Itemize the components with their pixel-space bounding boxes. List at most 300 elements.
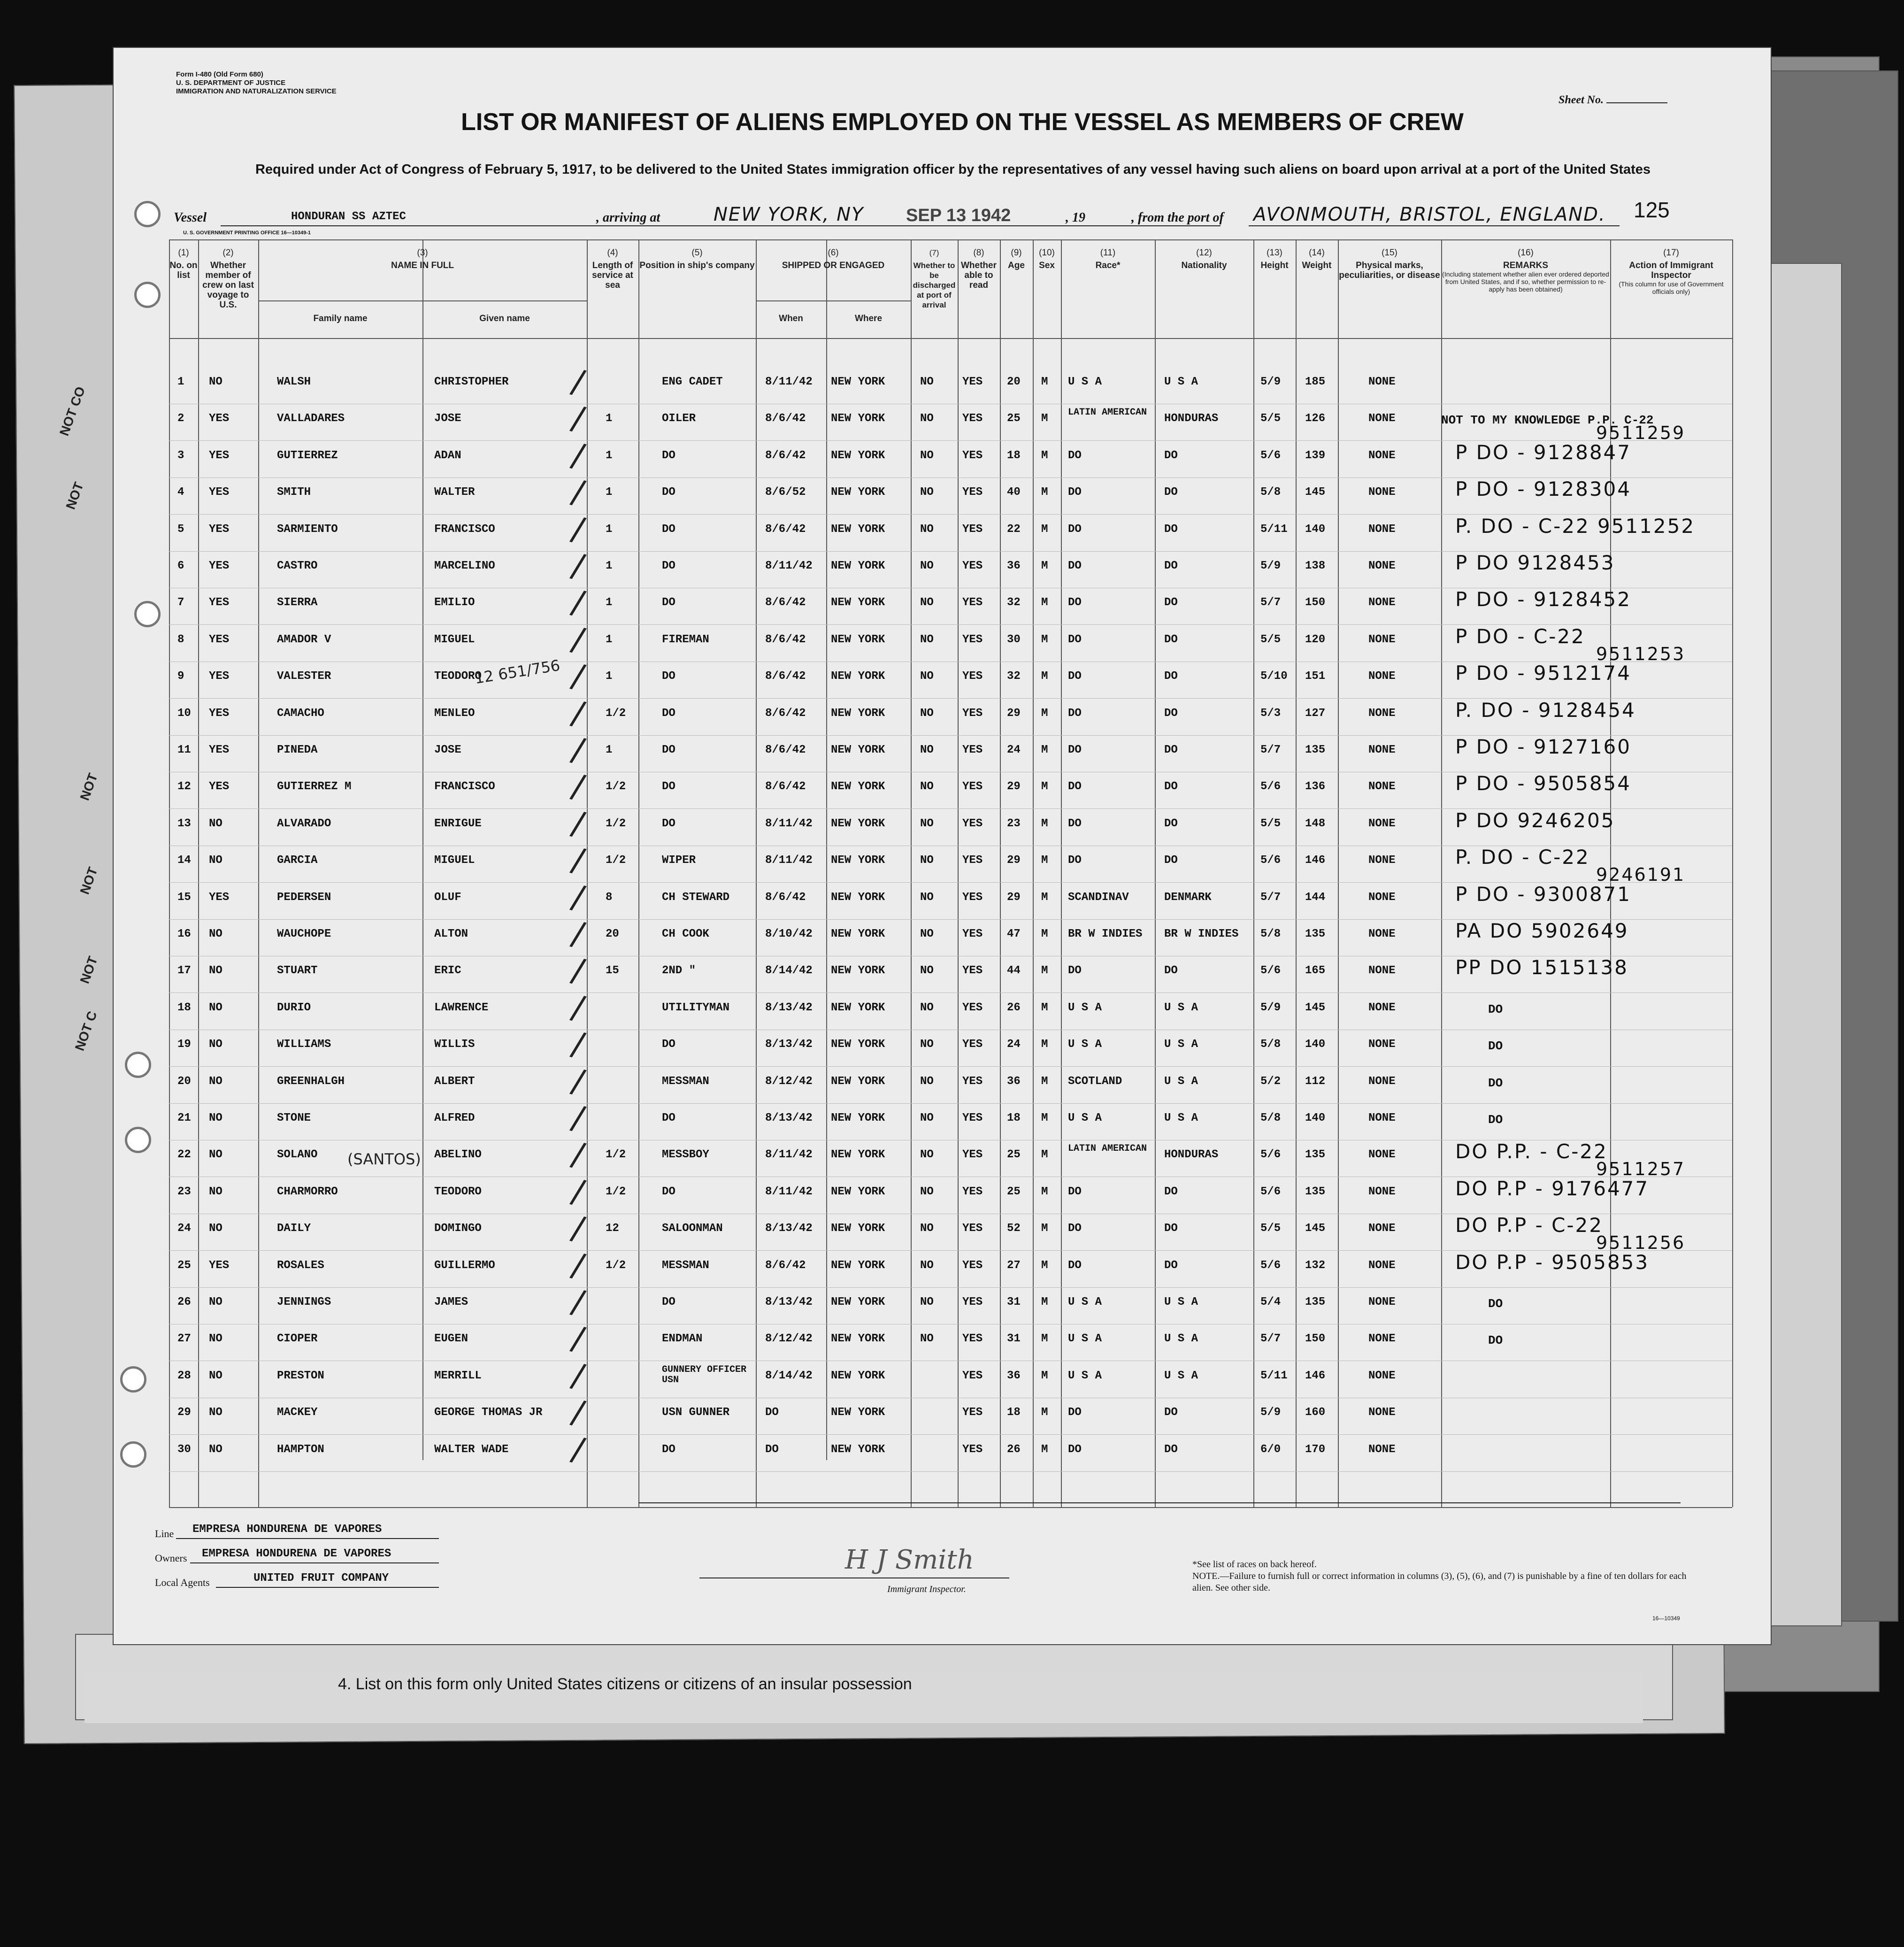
cell-age: 20 bbox=[1007, 376, 1021, 388]
cell-row-number: 14 bbox=[177, 854, 191, 867]
cell-row-number: 24 bbox=[177, 1222, 191, 1235]
side-note: NOT bbox=[77, 771, 100, 802]
cell-nationality: DO bbox=[1164, 780, 1178, 793]
line-value: EMPRESA HONDURENA DE VAPORES bbox=[192, 1523, 382, 1536]
cell-age: 18 bbox=[1007, 449, 1021, 462]
header-sex: (10) Sex bbox=[1039, 248, 1055, 270]
table-row bbox=[169, 435, 1732, 481]
cell-race: DO bbox=[1068, 449, 1082, 462]
cell-discharged: NO bbox=[920, 854, 934, 867]
table-row bbox=[169, 730, 1732, 776]
cell-service-length: 15 bbox=[606, 964, 619, 977]
cell-family-name: GREENHALGH bbox=[277, 1075, 345, 1088]
cell-race: DO bbox=[1068, 1259, 1082, 1272]
cell-weight: 138 bbox=[1305, 560, 1326, 572]
cell-nationality: DO bbox=[1164, 1406, 1178, 1419]
cell-position: DO bbox=[662, 449, 676, 462]
cell-sex: M bbox=[1041, 1296, 1048, 1308]
cell-family-name: MACKEY bbox=[277, 1406, 318, 1419]
cell-row-number: 10 bbox=[177, 707, 191, 720]
cell-able-to-read: YES bbox=[962, 1222, 983, 1235]
cell-age: 29 bbox=[1007, 780, 1021, 793]
check-mark-icon: ∕ bbox=[568, 619, 589, 660]
line-label: Line bbox=[155, 1528, 174, 1539]
table-row bbox=[169, 1171, 1732, 1217]
cell-weight: 145 bbox=[1305, 1001, 1326, 1014]
cell-remarks: P DO - 9505854 bbox=[1455, 772, 1631, 795]
cell-position: DO bbox=[662, 780, 676, 793]
punch-hole bbox=[125, 1127, 151, 1153]
check-mark-icon: ∕ bbox=[568, 1098, 589, 1138]
cell-shipped-when: 8/6/42 bbox=[765, 523, 806, 536]
inspector-signature: H J Smith bbox=[845, 1545, 974, 1575]
cell-row-number: 30 bbox=[177, 1443, 191, 1456]
cell-age: 36 bbox=[1007, 560, 1021, 572]
cell-remarks: P. DO - 9128454 bbox=[1455, 698, 1636, 722]
cell-able-to-read: YES bbox=[962, 744, 983, 756]
cell-discharged: NO bbox=[920, 964, 934, 977]
cell-remarks-number: 9511253 bbox=[1596, 643, 1686, 664]
cell-shipped-where: NEW YORK bbox=[831, 1185, 885, 1198]
check-mark-icon: ∕ bbox=[568, 546, 589, 586]
table-row bbox=[169, 840, 1732, 886]
cell-sex: M bbox=[1041, 376, 1048, 388]
cell-weight: 132 bbox=[1305, 1259, 1326, 1272]
cell-remarks-number: 9511257 bbox=[1596, 1159, 1686, 1180]
table-row bbox=[169, 398, 1732, 444]
cell-remarks: DO P.P - C-22 bbox=[1455, 1214, 1603, 1237]
owners-value: EMPRESA HONDURENA DE VAPORES bbox=[202, 1547, 392, 1560]
cell-race: DO bbox=[1068, 1185, 1082, 1198]
agents-value: UNITED FRUIT COMPANY bbox=[253, 1572, 389, 1585]
cell-shipped-when: 8/13/42 bbox=[765, 1222, 813, 1235]
header-family-name: Family name bbox=[313, 314, 368, 323]
cell-sex: M bbox=[1041, 1259, 1048, 1272]
cell-physical-marks: NONE bbox=[1368, 817, 1396, 830]
table-row bbox=[169, 619, 1732, 665]
cell-able-to-read: YES bbox=[962, 1332, 983, 1346]
cell-prev-voyage: NO bbox=[209, 1222, 223, 1235]
cell-given-name: ERIC bbox=[434, 964, 461, 977]
vessel-underline bbox=[221, 225, 765, 226]
punch-hole bbox=[120, 1441, 146, 1468]
cell-given-name: CHRISTOPHER bbox=[434, 376, 509, 388]
check-mark-icon: ∕ bbox=[568, 1282, 589, 1322]
cell-age: 26 bbox=[1007, 1001, 1021, 1014]
table-row bbox=[169, 1208, 1732, 1254]
cell-discharged: NO bbox=[920, 1001, 934, 1014]
cell-row-number: 1 bbox=[177, 376, 184, 388]
cell-race: DO bbox=[1068, 707, 1082, 720]
check-mark-icon: ∕ bbox=[568, 950, 589, 991]
cell-physical-marks: NONE bbox=[1368, 891, 1396, 904]
cell-height: 5/7 bbox=[1260, 596, 1281, 609]
cell-race: DO bbox=[1068, 596, 1082, 609]
cell-given-name: WALTER bbox=[434, 486, 475, 499]
cell-service-length: 1 bbox=[606, 449, 613, 462]
cell-row-number: 19 bbox=[177, 1038, 191, 1051]
cell-shipped-where: NEW YORK bbox=[831, 707, 885, 720]
cell-given-name: FRANCISCO bbox=[434, 780, 495, 793]
header-where: Where bbox=[854, 314, 883, 323]
from-label: , from the port of bbox=[1131, 210, 1224, 225]
cell-position: MESSBOY bbox=[662, 1148, 709, 1162]
punch-hole bbox=[134, 201, 161, 227]
cell-shipped-where: NEW YORK bbox=[831, 670, 885, 683]
cell-remarks: P DO - 9128304 bbox=[1455, 477, 1631, 501]
table-row bbox=[169, 914, 1732, 960]
cell-shipped-where: NEW YORK bbox=[831, 891, 885, 904]
arriving-label: , arriving at bbox=[596, 210, 660, 225]
cell-row-number: 29 bbox=[177, 1406, 191, 1419]
form-title: LIST OR MANIFEST OF ALIENS EMPLOYED ON THE VESSEL AS MEMBERS OF CREW bbox=[461, 108, 1464, 136]
cell-given-name: MERRILL bbox=[434, 1369, 482, 1382]
cell-able-to-read: YES bbox=[962, 1038, 983, 1051]
cell-remarks: P DO - 9512174 bbox=[1455, 662, 1631, 685]
cell-height: 5/9 bbox=[1260, 376, 1281, 388]
cell-remarks: P. DO - C-22 9511252 bbox=[1455, 514, 1696, 538]
handwritten-note: 12 651/756 bbox=[473, 656, 561, 688]
cell-race: DO bbox=[1068, 633, 1082, 646]
cell-given-name: LAWRENCE bbox=[434, 1001, 489, 1014]
cell-remarks: P DO - 9127160 bbox=[1455, 735, 1631, 758]
cell-nationality: DO bbox=[1164, 449, 1178, 462]
cell-prev-voyage: NO bbox=[209, 928, 223, 940]
cell-height: 5/7 bbox=[1260, 744, 1281, 756]
cell-shipped-when: 8/12/42 bbox=[765, 1332, 813, 1346]
row-rule bbox=[169, 1434, 1732, 1435]
cell-height: 5/6 bbox=[1260, 449, 1281, 462]
cell-height: 5/8 bbox=[1260, 1112, 1281, 1124]
cell-service-length: 20 bbox=[606, 928, 619, 940]
cell-shipped-where: NEW YORK bbox=[831, 1406, 885, 1419]
cell-discharged: NO bbox=[920, 523, 934, 536]
header-position: (5) Position in ship's company bbox=[639, 248, 755, 270]
cell-age: 24 bbox=[1007, 1038, 1021, 1051]
cell-given-name: ALFRED bbox=[434, 1112, 475, 1124]
cell-nationality: U S A bbox=[1164, 1369, 1198, 1382]
cell-remarks: DO bbox=[1488, 1113, 1503, 1127]
cell-weight: 127 bbox=[1305, 707, 1326, 720]
cell-prev-voyage: YES bbox=[209, 744, 230, 756]
cell-position: DO bbox=[662, 1038, 676, 1051]
cell-sex: M bbox=[1041, 707, 1048, 720]
cell-position: CH COOK bbox=[662, 928, 709, 940]
cell-physical-marks: NONE bbox=[1368, 1148, 1396, 1162]
cell-row-number: 18 bbox=[177, 1001, 191, 1014]
cell-nationality: DO bbox=[1164, 817, 1178, 830]
cell-family-name: AMADOR V bbox=[277, 633, 331, 646]
line-underline bbox=[176, 1538, 439, 1539]
cell-service-length: 1 bbox=[606, 412, 613, 425]
cell-height: 5/2 bbox=[1260, 1075, 1281, 1088]
cell-height: 5/4 bbox=[1260, 1296, 1281, 1308]
cell-weight: 148 bbox=[1305, 817, 1326, 830]
cell-height: 5/5 bbox=[1260, 633, 1281, 646]
cell-able-to-read: YES bbox=[962, 376, 983, 388]
form-number: Form I-480 (Old Form 680) bbox=[176, 70, 263, 78]
cell-discharged: NO bbox=[920, 670, 934, 683]
cell-weight: 135 bbox=[1305, 1296, 1326, 1308]
cell-sex: M bbox=[1041, 744, 1048, 756]
cell-nationality: DO bbox=[1164, 486, 1178, 499]
date-stamp: SEP 13 1942 bbox=[906, 206, 1011, 225]
check-mark-icon: ∕ bbox=[568, 1208, 589, 1248]
punch-hole bbox=[120, 1366, 146, 1393]
cell-sex: M bbox=[1041, 1038, 1048, 1051]
cell-position: MESSMAN bbox=[662, 1259, 709, 1272]
cell-service-length: 1/2 bbox=[606, 1185, 626, 1198]
check-mark-icon: ∕ bbox=[568, 987, 589, 1028]
table-row bbox=[169, 1098, 1732, 1144]
cell-discharged: NO bbox=[920, 1222, 934, 1235]
table-row bbox=[169, 1392, 1732, 1438]
cell-nationality: DO bbox=[1164, 523, 1178, 536]
cell-shipped-where: NEW YORK bbox=[831, 1112, 885, 1124]
cell-position: DO bbox=[662, 1185, 676, 1198]
cell-physical-marks: NONE bbox=[1368, 964, 1396, 977]
race-footnote: *See list of races on back hereof. bbox=[1192, 1559, 1317, 1570]
handwritten-note: (SANTOS) bbox=[347, 1150, 421, 1168]
cell-able-to-read: YES bbox=[962, 1112, 983, 1124]
cell-remarks: P DO 9246205 bbox=[1455, 808, 1615, 832]
cell-able-to-read: YES bbox=[962, 1148, 983, 1162]
cell-nationality: DO bbox=[1164, 1222, 1178, 1235]
cell-family-name: CIOPER bbox=[277, 1332, 318, 1346]
cell-shipped-when: 8/11/42 bbox=[765, 376, 813, 388]
cell-nationality: U S A bbox=[1164, 1296, 1198, 1308]
cell-sex: M bbox=[1041, 412, 1048, 425]
cell-prev-voyage: NO bbox=[209, 1185, 223, 1198]
cell-shipped-when: 8/14/42 bbox=[765, 964, 813, 977]
form-subtitle: Required under Act of Congress of February 5, 1917, to be delivered to the United States immigration officer by the representatives of any vessel having such aliens on board upon arrival at a port of the United States bbox=[255, 162, 1651, 177]
header-discharged: (7) Whether to be discharged at port of arrival bbox=[913, 248, 956, 309]
cell-race: SCANDINAV bbox=[1068, 891, 1129, 904]
department-name: U. S. DEPARTMENT OF JUSTICE bbox=[176, 79, 286, 87]
cell-shipped-when: 8/14/42 bbox=[765, 1369, 813, 1382]
cell-row-number: 6 bbox=[177, 560, 184, 572]
inspector-label: Immigrant Inspector. bbox=[887, 1584, 966, 1594]
cell-able-to-read: YES bbox=[962, 780, 983, 793]
side-note: NOT C bbox=[72, 1009, 100, 1053]
cell-able-to-read: YES bbox=[962, 891, 983, 904]
cell-family-name: DURIO bbox=[277, 1001, 311, 1014]
cell-sex: M bbox=[1041, 928, 1048, 940]
cell-discharged: NO bbox=[920, 596, 934, 609]
cell-nationality: U S A bbox=[1164, 1332, 1198, 1346]
agents-underline bbox=[216, 1587, 439, 1588]
row-rule bbox=[169, 1471, 1732, 1472]
cell-sex: M bbox=[1041, 633, 1048, 646]
cell-race: DO bbox=[1068, 964, 1082, 977]
header-read: (8) Whether able to read bbox=[961, 248, 997, 290]
cell-physical-marks: NONE bbox=[1368, 1332, 1396, 1346]
cell-height: 5/3 bbox=[1260, 707, 1281, 720]
cell-able-to-read: YES bbox=[962, 1406, 983, 1419]
table-row bbox=[169, 1061, 1732, 1107]
cell-race: BR W INDIES bbox=[1068, 928, 1143, 940]
cell-race: U S A bbox=[1068, 1038, 1102, 1051]
cell-row-number: 25 bbox=[177, 1259, 191, 1272]
cell-nationality: BR W INDIES bbox=[1164, 928, 1239, 940]
cell-shipped-where: NEW YORK bbox=[831, 1369, 885, 1382]
cell-sex: M bbox=[1041, 560, 1048, 572]
cell-weight: 140 bbox=[1305, 1038, 1326, 1051]
cell-discharged: NO bbox=[920, 817, 934, 830]
cell-shipped-when: 8/6/42 bbox=[765, 449, 806, 462]
cell-service-length: 1 bbox=[606, 523, 613, 536]
check-mark-icon: ∕ bbox=[568, 656, 589, 696]
cell-discharged: NO bbox=[920, 891, 934, 904]
cell-able-to-read: YES bbox=[962, 1296, 983, 1308]
cell-able-to-read: YES bbox=[962, 817, 983, 830]
cell-sex: M bbox=[1041, 670, 1048, 683]
table-row bbox=[169, 693, 1732, 739]
cell-weight: 144 bbox=[1305, 891, 1326, 904]
cell-physical-marks: NONE bbox=[1368, 1406, 1396, 1419]
cell-remarks: DO P.P - 9505853 bbox=[1455, 1250, 1650, 1274]
table-row bbox=[169, 766, 1732, 812]
cell-row-number: 9 bbox=[177, 670, 184, 683]
cell-age: 32 bbox=[1007, 670, 1021, 683]
cell-position: DO bbox=[662, 1443, 676, 1456]
cell-remarks: P DO - 9128847 bbox=[1455, 440, 1631, 464]
cell-age: 27 bbox=[1007, 1259, 1021, 1272]
cell-physical-marks: NONE bbox=[1368, 1296, 1396, 1308]
cell-physical-marks: NONE bbox=[1368, 928, 1396, 940]
cell-able-to-read: YES bbox=[962, 670, 983, 683]
cell-prev-voyage: YES bbox=[209, 780, 230, 793]
cell-able-to-read: YES bbox=[962, 596, 983, 609]
cell-able-to-read: YES bbox=[962, 1185, 983, 1198]
cell-given-name: ALBERT bbox=[434, 1075, 475, 1088]
cell-age: 40 bbox=[1007, 486, 1021, 499]
header-given-name: Given name bbox=[479, 314, 530, 323]
sheet-number bbox=[1559, 94, 1667, 107]
cell-prev-voyage: YES bbox=[209, 449, 230, 462]
side-note: NOT CO bbox=[56, 385, 88, 438]
cell-sex: M bbox=[1041, 486, 1048, 499]
cell-family-name: VALESTER bbox=[277, 670, 331, 683]
service-name: IMMIGRATION AND NATURALIZATION SERVICE bbox=[176, 87, 337, 95]
cell-physical-marks: NONE bbox=[1368, 1222, 1396, 1235]
cell-family-name: CHARMORRO bbox=[277, 1185, 338, 1198]
cell-shipped-when: 8/6/42 bbox=[765, 744, 806, 756]
cell-race: U S A bbox=[1068, 1369, 1102, 1382]
cell-family-name: DAILY bbox=[277, 1222, 311, 1235]
header-nationality: (12) Nationality bbox=[1181, 248, 1227, 270]
cell-shipped-when: 8/6/42 bbox=[765, 596, 806, 609]
cell-physical-marks: NONE bbox=[1368, 854, 1396, 867]
check-mark-icon: ∕ bbox=[568, 877, 589, 917]
cell-nationality: U S A bbox=[1164, 1001, 1198, 1014]
cell-physical-marks: NONE bbox=[1368, 596, 1396, 609]
cell-prev-voyage: NO bbox=[209, 1075, 223, 1088]
under-sheet-text: 4. List on this form only United States citizens or citizens of an insular possession bbox=[84, 1671, 1643, 1723]
cell-prev-voyage: NO bbox=[209, 1296, 223, 1308]
cell-race: DO bbox=[1068, 523, 1082, 536]
cell-height: 5/6 bbox=[1260, 780, 1281, 793]
cell-weight: 170 bbox=[1305, 1443, 1326, 1456]
cell-sex: M bbox=[1041, 1369, 1048, 1382]
cell-height: 5/6 bbox=[1260, 964, 1281, 977]
cell-row-number: 3 bbox=[177, 449, 184, 462]
cell-shipped-where: NEW YORK bbox=[831, 1001, 885, 1014]
cell-family-name: SARMIENTO bbox=[277, 523, 338, 536]
cell-sex: M bbox=[1041, 780, 1048, 793]
cell-position: UTILITYMAN bbox=[662, 1001, 730, 1014]
cell-remarks: DO P.P. - C-22 bbox=[1455, 1140, 1608, 1163]
check-mark-icon: ∕ bbox=[568, 435, 589, 476]
cell-service-length: 1/2 bbox=[606, 1259, 626, 1272]
cell-height: 5/8 bbox=[1260, 1038, 1281, 1051]
check-mark-icon: ∕ bbox=[568, 508, 589, 549]
cell-service-length: 1/2 bbox=[606, 854, 626, 867]
cell-able-to-read: YES bbox=[962, 633, 983, 646]
cell-physical-marks: NONE bbox=[1368, 670, 1396, 683]
table-row bbox=[169, 472, 1732, 518]
check-mark-icon: ∕ bbox=[568, 1429, 589, 1470]
cell-position: MESSMAN bbox=[662, 1075, 709, 1088]
cell-shipped-when: 8/11/42 bbox=[765, 1148, 813, 1162]
cell-shipped-where: NEW YORK bbox=[831, 633, 885, 646]
printing-office-line: U. S. GOVERNMENT PRINTING OFFICE 16—10349-1 bbox=[183, 230, 311, 236]
cell-discharged: NO bbox=[920, 744, 934, 756]
cell-height: 5/10 bbox=[1260, 670, 1288, 683]
cell-discharged: NO bbox=[920, 707, 934, 720]
cell-weight: 140 bbox=[1305, 1112, 1326, 1124]
cell-family-name: CAMACHO bbox=[277, 707, 324, 720]
cell-shipped-when: 8/11/42 bbox=[765, 560, 813, 572]
cell-remarks: P DO - 9128452 bbox=[1455, 588, 1631, 611]
cell-age: 31 bbox=[1007, 1296, 1021, 1308]
table-row bbox=[169, 1355, 1732, 1401]
from-port: AVONMOUTH, BRISTOL, ENGLAND. bbox=[1253, 204, 1606, 225]
cell-family-name: PEDERSEN bbox=[277, 891, 331, 904]
footnote bbox=[1192, 1559, 1699, 1594]
cell-able-to-read: YES bbox=[962, 1001, 983, 1014]
cell-height: 5/7 bbox=[1260, 1332, 1281, 1346]
cell-prev-voyage: NO bbox=[209, 1369, 223, 1382]
cell-given-name: DOMINGO bbox=[434, 1222, 482, 1235]
cell-physical-marks: NONE bbox=[1368, 560, 1396, 572]
cell-position: DO bbox=[662, 1296, 676, 1308]
cell-given-name: JOSE bbox=[434, 744, 461, 756]
cell-row-number: 26 bbox=[177, 1296, 191, 1308]
cell-service-length: 12 bbox=[606, 1222, 619, 1235]
cell-position: ENG CADET bbox=[662, 376, 723, 388]
cell-race: SCOTLAND bbox=[1068, 1075, 1122, 1088]
cell-row-number: 23 bbox=[177, 1185, 191, 1198]
cell-row-number: 4 bbox=[177, 486, 184, 499]
side-note: NOT bbox=[63, 480, 86, 511]
cell-shipped-when: DO bbox=[765, 1443, 779, 1456]
cell-row-number: 17 bbox=[177, 964, 191, 977]
cell-discharged: NO bbox=[920, 1296, 934, 1308]
header-shipped: (6) SHIPPED OR ENGAGED bbox=[782, 248, 885, 270]
cell-position: GUNNERY OFFICER USN bbox=[662, 1364, 747, 1385]
cell-shipped-when: 8/6/42 bbox=[765, 412, 806, 425]
cell-weight: 120 bbox=[1305, 633, 1326, 646]
owners-underline bbox=[190, 1562, 439, 1563]
cell-physical-marks: NONE bbox=[1368, 449, 1396, 462]
cell-shipped-where: NEW YORK bbox=[831, 1332, 885, 1346]
cell-nationality: DO bbox=[1164, 744, 1178, 756]
cell-shipped-when: 8/11/42 bbox=[765, 1185, 813, 1198]
cell-prev-voyage: YES bbox=[209, 523, 230, 536]
cell-sex: M bbox=[1041, 891, 1048, 904]
cell-height: 5/9 bbox=[1260, 1001, 1281, 1014]
